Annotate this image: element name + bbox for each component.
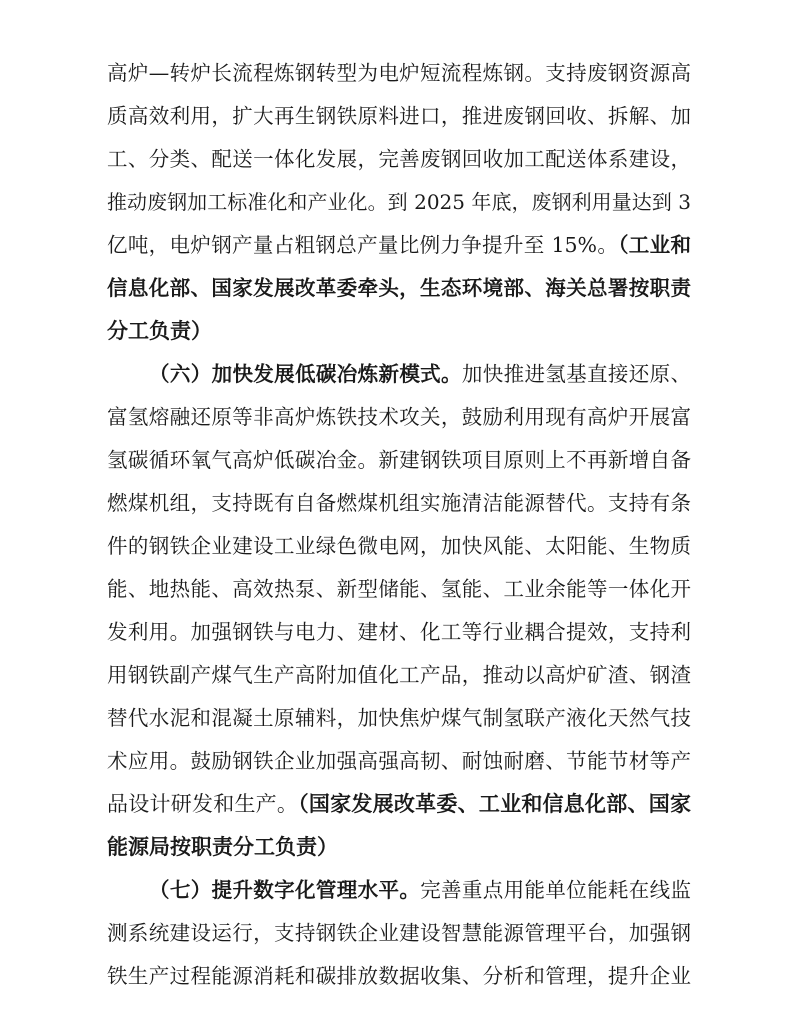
text-line: 工、分类、配送一体化发展，完善废钢回收加工配送体系建设，: [107, 147, 691, 171]
text-line: （六）加快发展低碳冶炼新模式。加快推进氢基直接还原、: [149, 362, 692, 386]
text-line: 亿吨，电炉钢产量占粗钢总产量比例力争提升至 15%。（工业和: [107, 233, 691, 257]
responsibility-note: 信息化部、国家发展改革委牵头，生态环境部、海关总署按职责: [107, 276, 691, 300]
text-line: 推动废钢加工标准化和产业化。到 2025 年底，废钢利用量达到 3: [107, 190, 691, 214]
text-line: 用钢铁副产煤气生产高附加值化工产品，推动以高炉矿渣、钢渣: [107, 663, 691, 687]
text-line: 高炉—转炉长流程炼钢转型为电炉短流程炼钢。支持废钢资源高: [107, 61, 691, 85]
text-line: 能、地热能、高效热泵、新型储能、氢能、工业余能等一体化开: [107, 577, 691, 601]
text-line: 件的钢铁企业建设工业绿色微电网，加快风能、太阳能、生物质: [107, 534, 691, 558]
section-heading: （六）加快发展低碳冶炼新模式。: [149, 362, 462, 386]
responsibility-note: 能源局按职责分工负责）: [107, 835, 338, 859]
responsibility-note: （工业和: [618, 233, 691, 257]
text-line: 替代水泥和混凝土原辅料，加快焦炉煤气制氢联产液化天然气技: [107, 706, 691, 730]
text-line: 燃煤机组，支持既有自备燃煤机组实施清洁能源替代。支持有条: [107, 491, 691, 515]
text-line: [107, 311, 691, 351]
text-line: 质高效利用，扩大再生钢铁原料进口，推进废钢回收、拆解、加: [107, 104, 691, 128]
text-line: 铁生产过程能源消耗和碳排放数据收集、分析和管理，提升企业: [107, 964, 691, 988]
responsibility-note: 分工负责）: [107, 319, 212, 343]
text-line: [107, 827, 691, 867]
text-line: 测系统建设运行，支持钢铁企业建设智慧能源管理平台，加强钢: [107, 921, 691, 945]
responsibility-note: （国家发展改革委、工业和信息化部、国家: [298, 792, 692, 816]
text-line: 品设计研发和生产。（国家发展改革委、工业和信息化部、国家: [107, 792, 692, 816]
text-line: 术应用。鼓励钢铁企业加强高强高韧、耐蚀耐磨、节能节材等产: [107, 749, 691, 773]
text-line: 氢碳循环氧气高炉低碳冶金。新建钢铁项目原则上不再新增自备: [107, 448, 691, 472]
text-line: [107, 268, 691, 308]
text-line: 发利用。加强钢铁与电力、建材、化工等行业耦合提效，支持利: [107, 620, 691, 644]
text-line: 富氢熔融还原等非高炉炼铁技术攻关，鼓励利用现有高炉开展富: [107, 405, 691, 429]
section-heading: （七）提升数字化管理水平。: [149, 878, 421, 902]
text-line: （七）提升数字化管理水平。完善重点用能单位能耗在线监: [149, 878, 692, 902]
